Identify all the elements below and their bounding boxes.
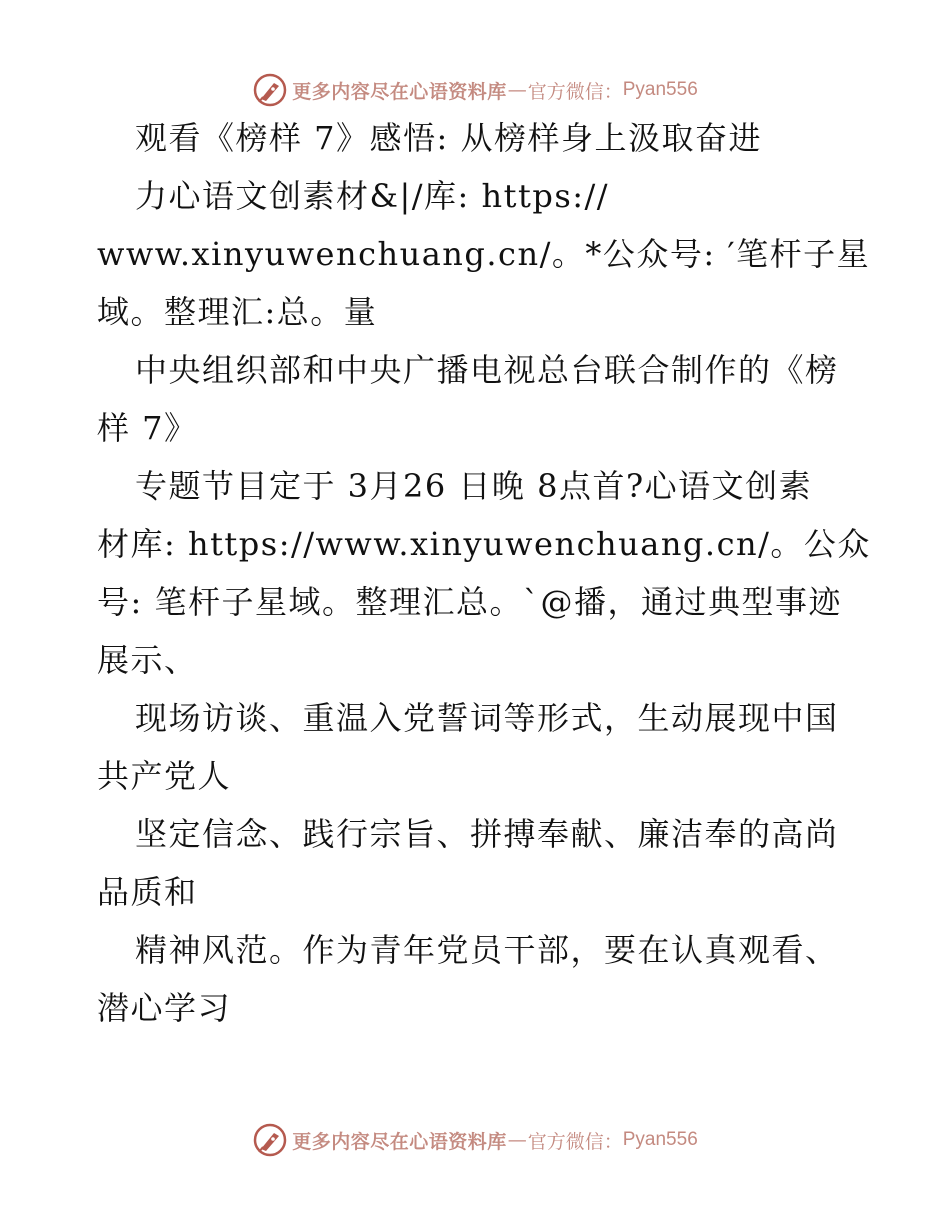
text-line: 展示、 <box>97 641 198 679</box>
text-line: 观看《榜样 7》感悟: 从榜样身上汲取奋进 <box>135 119 762 157</box>
text-line: 力心语文创素材&|/库: https:// <box>135 177 610 215</box>
document-body <box>97 119 871 1048</box>
text-line: 样 7》 <box>97 409 198 447</box>
text-line: 号: 笔杆子星域。整理汇总。`@播，通过典型事迹 <box>97 583 842 621</box>
watermark-dash: — <box>507 79 527 101</box>
text-line: 专题节目定于 3月26 日晚 8点首?心语文创素 <box>135 467 813 505</box>
header-watermark <box>0 70 950 110</box>
watermark-wechat-label: 官方微信： <box>527 1130 623 1153</box>
text-line: 材库: https://www.xinyuwenchuang.cn/。公众 <box>97 525 871 563</box>
watermark-text: 更多内容尽在心语资料库 <box>292 80 507 103</box>
text-line: 坚定信念、践行宗旨、拼搏奉献、廉洁奉的高尚 <box>135 815 839 853</box>
text-line: 潜心学习 <box>97 989 232 1027</box>
watermark-wechat-id: Pyan556 <box>622 79 698 100</box>
text-line: www.xinyuwenchuang.cn/。*公众号: ′笔杆子星 <box>97 235 871 273</box>
text-line: 域。整理汇:总。量 <box>97 293 378 331</box>
text-line: 品质和 <box>97 873 198 911</box>
watermark-text: 更多内容尽在心语资料库 <box>292 1130 507 1153</box>
watermark-wechat-label: 官方微信： <box>527 80 623 103</box>
pen-nib-logo-icon <box>252 72 288 108</box>
watermark-dash: — <box>507 1129 527 1151</box>
text-line: 现场访谈、重温入党誓词等形式，生动展现中国 <box>135 699 839 737</box>
text-line: 中央组织部和中央广播电视总台联合制作的《榜 <box>135 351 839 389</box>
watermark-wechat-id: Pyan556 <box>622 1129 698 1150</box>
text-line: 共产党人 <box>97 757 232 795</box>
footer-watermark <box>0 1120 950 1160</box>
text-line: 精神风范。作为青年党员干部，要在认真观看、 <box>135 931 839 969</box>
pen-nib-logo-icon <box>252 1122 288 1158</box>
